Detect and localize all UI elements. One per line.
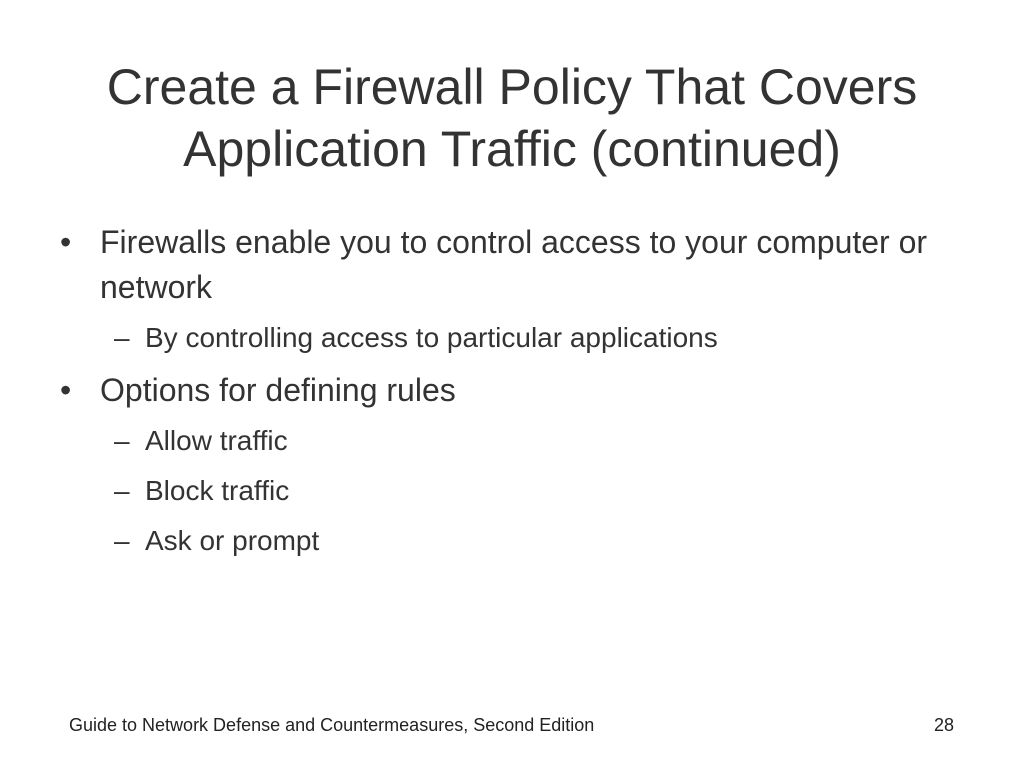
sub-bullet-text: By controlling access to particular applications (145, 322, 718, 353)
slide-title-line-1: Create a Firewall Policy That Covers (106, 59, 918, 115)
sub-bullet-item (58, 471, 958, 511)
bullet-item (58, 368, 958, 413)
bullet-text: Options for defining rules (100, 372, 456, 408)
sub-bullet-marker: – (114, 425, 130, 456)
bullet-marker: • (60, 372, 72, 408)
sub-bullet-text: Allow traffic (145, 425, 288, 456)
page-number: 28 (933, 715, 954, 735)
slide-body (58, 220, 958, 571)
sub-bullet-text: Ask or prompt (145, 525, 320, 556)
sub-bullet-marker: – (114, 322, 130, 353)
sub-bullet-item (58, 318, 958, 358)
bullet-text: Firewalls enable you to control access to your computer or network (100, 224, 928, 305)
sub-bullet-item (58, 421, 958, 461)
slide-title (40, 56, 984, 180)
sub-bullet-marker: – (114, 525, 130, 556)
sub-bullet-marker: – (114, 475, 130, 506)
sub-bullet-text: Block traffic (145, 475, 290, 506)
bullet-item (58, 220, 958, 310)
sub-bullet-item (58, 521, 958, 561)
footer-source: Guide to Network Defense and Countermeasures, Second Edition (69, 715, 595, 735)
slide-title-line-2: Application Traffic (continued) (183, 121, 841, 177)
bullet-marker: • (60, 224, 72, 260)
